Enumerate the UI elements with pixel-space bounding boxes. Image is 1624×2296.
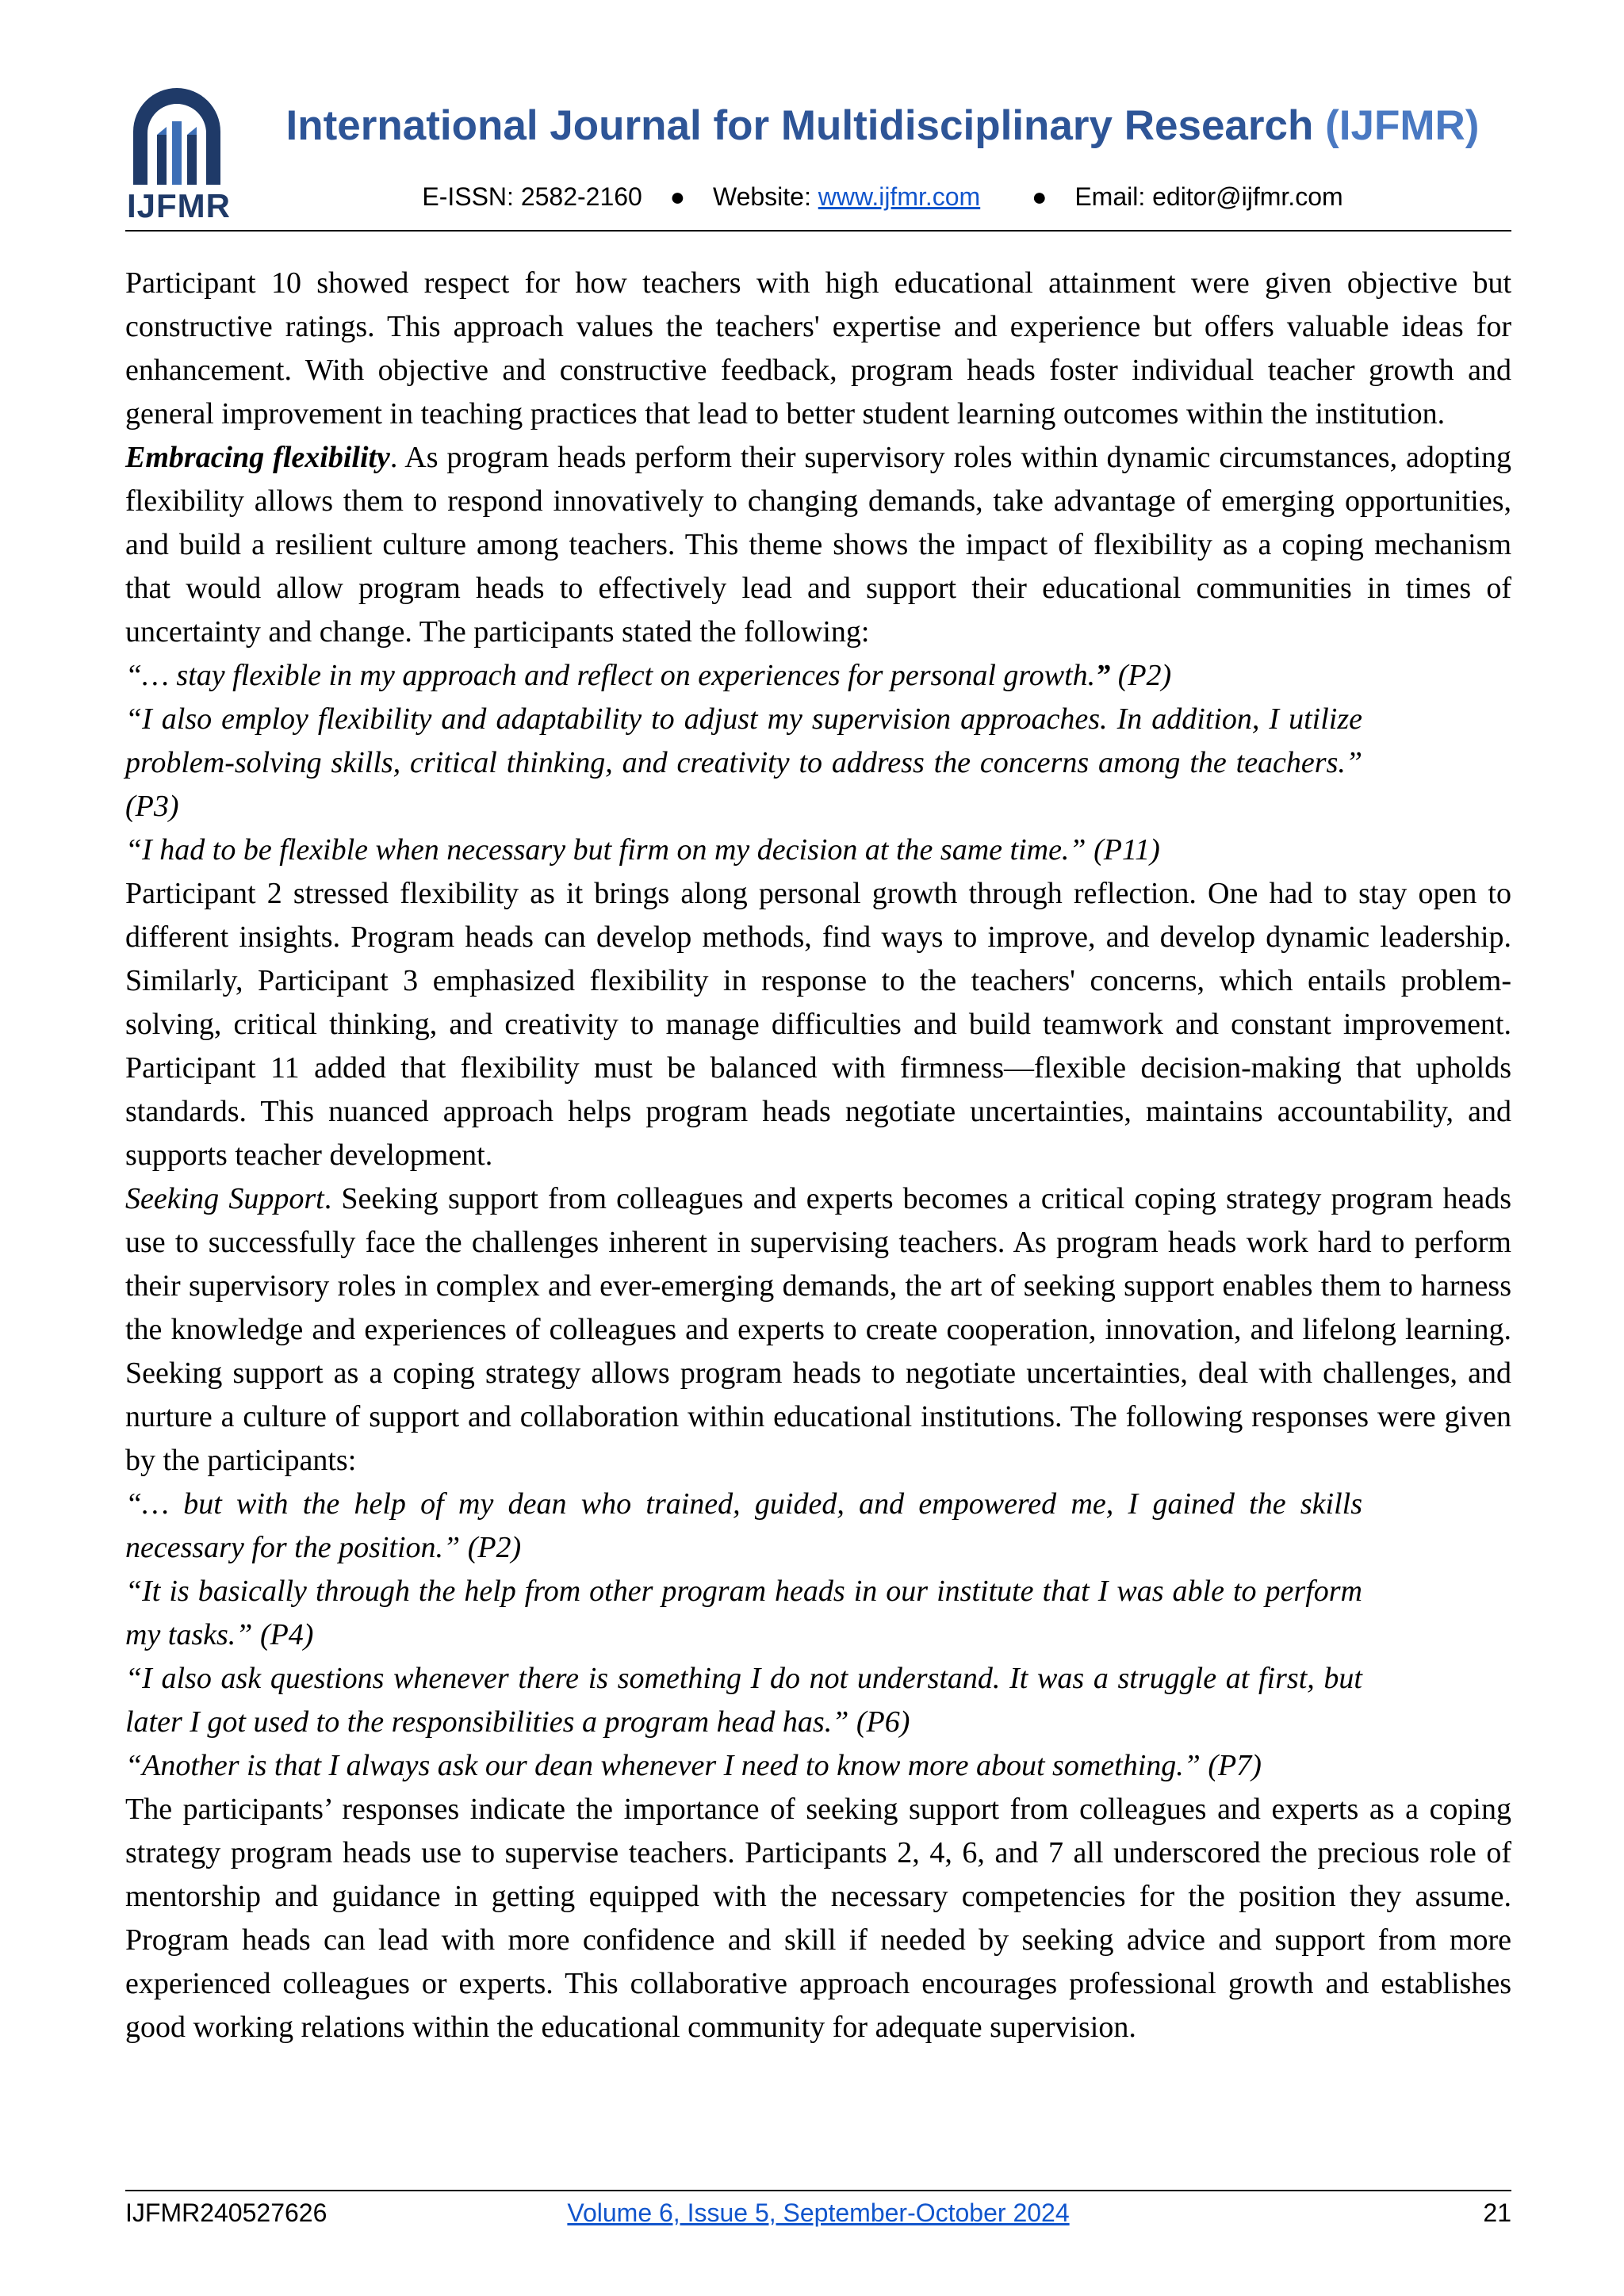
footer-divider [125, 2190, 1511, 2191]
paragraph: Participant 10 showed respect for how teachers with high educational attainment were given objective but constructive ratings. This approach values the teachers' expertise and experience but offers valuable ideas for enhancement. With objective and constructive feedback, program heads foster individual teacher growth and general improvement in teaching practices that lead to better student learning outcomes within the institution. [125, 266, 1511, 430]
quote-text: “… stay flexible in my approach and reflect on experiences for personal growth. [125, 659, 1096, 692]
page-footer [125, 2198, 1511, 2233]
ijfmr-logo [125, 86, 231, 228]
header-divider [125, 230, 1511, 232]
participant-quote: “It is basically through the help from other program heads in our institute that I was able to perform my tasks.” (P4) [125, 1575, 1362, 1651]
paper-id: IJFMR240527626 [125, 2198, 327, 2227]
website-label: Website: [712, 182, 811, 211]
website-link[interactable]: www.ijfmr.com [818, 182, 981, 211]
participant-quote: “I had to be flexible when necessary but firm on my decision at the same time.” (P11) [125, 833, 1160, 867]
paragraph: The participants’ responses indicate the importance of seeking support from colleagues and experts as a coping strategy program heads use to supervise teachers. Participants 2, 4, 6, and 7 all underscored the precious role of mentorship and guidance in getting equipped with the necessary competencies for the position they assume. Program heads can lead with more confidence and skill if needed by seeking advice and support from more experienced colleagues or experts. This collaborative approach encourages professional growth and establishes good working relations within the educational community for adequate supervision. [125, 1793, 1511, 2044]
journal-contact-line [252, 182, 1513, 212]
issn: E-ISSN: 2582-2160 [422, 182, 642, 211]
page-number: 21 [1483, 2198, 1511, 2227]
theme-heading: Embracing flexibility [125, 441, 390, 474]
theme-heading: Seeking Support [125, 1182, 324, 1215]
article-body [125, 262, 1511, 2049]
participant-quote: “Another is that I always ask our dean whenever I need to know more about something.” (P7) [125, 1749, 1262, 1782]
theme-text: . Seeking support from colleagues and experts becomes a critical coping strategy program heads use to successfully face the challenges inherent in supervising teachers. As program heads work hard to perform their supervisory roles in complex and ever-emerging demands, the art of seeking support enables them to harness the knowledge and experiences of colleagues and experts to create cooperation, innovation, and lifelong learning. Seeking support as a coping strategy allows program heads to negotiate uncertainties, deal with challenges, and nurture a culture of support and collaboration within educational institutions. The following responses were given by the participants: [125, 1182, 1511, 1477]
participant-quote: “… but with the help of my dean who trained, guided, and empowered me, I gained the skills necessary for the position.” (P2) [125, 1487, 1362, 1564]
paragraph: Participant 2 stressed flexibility as it brings along personal growth through reflection. One had to stay open to different insights. Program heads can develop methods, find ways to improve, and develop dynamic leadership. Similarly, Participant 3 emphasized flexibility in response to the teachers' concerns, which entails problem-solving, critical thinking, and creativity to manage difficulties and build teamwork and constant improvement. Participant 11 added that flexibility must be balanced with firmness—flexible decision-making that upholds standards. This nuanced approach helps program heads negotiate uncertainties, maintains accountability, and supports teacher development. [125, 877, 1511, 1172]
quote-reference: (P2) [1110, 659, 1172, 692]
theme-text: . As program heads perform their supervisory roles within dynamic circumstances, adopting flexibility allows them to respond innovatively to changing demands, take advantage of emerging opportunities, and build a resilient culture among teachers. This theme shows the impact of flexibility as a coping mechanism that would allow program heads to effectively lead and support their educational communities in times of uncertainty and change. The participants stated the following: [125, 441, 1511, 649]
theme-paragraph-support [125, 1177, 1511, 1483]
bullet-separator: ● [1032, 182, 1048, 211]
volume-issue [125, 2198, 1511, 2228]
email: Email: editor@ijfmr.com [1074, 182, 1343, 211]
volume-link[interactable]: Volume 6, Issue 5, September-October 2024 [567, 2198, 1070, 2227]
bullet-separator: ● [669, 182, 686, 211]
ijfmr-logo-icon [125, 86, 228, 189]
participant-quote: “I also employ flexibility and adaptability to adjust my supervision approaches. In addition, I utilize problem-solving skills, critical thinking, and creativity to address the concerns among the teachers.” (P3) [125, 702, 1362, 823]
journal-title [252, 101, 1513, 150]
journal-abbreviation: (IJFMR) [1325, 102, 1480, 149]
logo-wordmark: IJFMR [127, 187, 231, 224]
journal-header [125, 86, 1511, 236]
journal-title-text: International Journal for Multidisciplinary Research [285, 102, 1314, 149]
participant-quote: “I also ask questions whenever there is something I do not understand. It was a struggle at first, but later I got used to the responsibilities a program head has.” (P6) [125, 1662, 1362, 1739]
quote-close-mark: ” [1095, 659, 1111, 692]
participant-quote [125, 654, 1362, 698]
theme-paragraph-flexibility [125, 436, 1511, 654]
